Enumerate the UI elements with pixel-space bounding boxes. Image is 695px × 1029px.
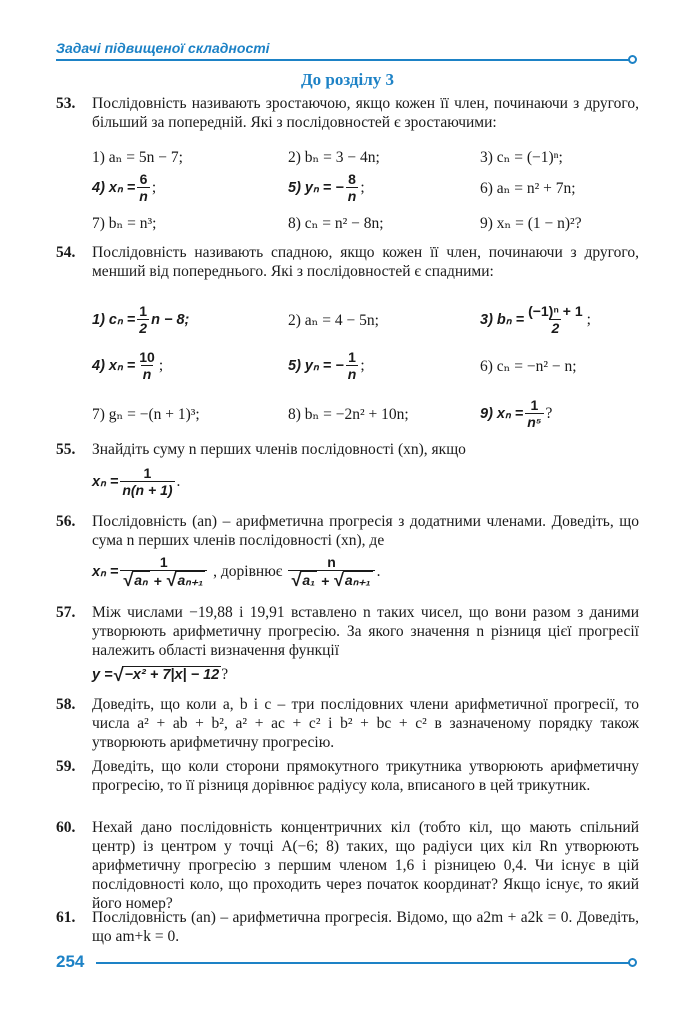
- header-rule-dot: [628, 55, 637, 64]
- problem-60: [56, 818, 639, 913]
- item-4-lhs: 4) xₙ =: [92, 180, 136, 196]
- problem-text: Послідовність називають зростаючою, якщо кожен її член, починаючи з другого, більший за попередній. Які з послідовностей є зростаючими:: [92, 95, 639, 131]
- sqrt: √ aₙ₊₁: [333, 570, 371, 590]
- problem-55-formula: xₙ = $\frac{1}{n(n + 1)}$ .: [92, 465, 181, 498]
- item-3: 3) cₙ = (−1)ⁿ;: [480, 148, 563, 166]
- item-9: 9) xₙ = $\frac{1}{\text{n⁵}}$ ?: [480, 397, 553, 430]
- problem-number: 58.: [56, 696, 76, 713]
- problem-text: Нехай дано послідовність концентричних кіл (тобто кіл, що мають спільний центр) із центром у точці A(−6; 8) таких, що радіуси цих кіл Rn утворюють арифметичну прогресію з першим членом 1,6 і різницею 0,4. Чи існує в цій послідовності коло, що проходить через початок координат? Якщо існує, то який його номер?: [92, 819, 639, 912]
- problem-57: [56, 603, 639, 660]
- problem-56-formula: xₙ = 1 √ aₙ + √ aₙ₊₁ , дорівнює n √ a₁ + √ aₙ₊₁ .: [92, 554, 381, 590]
- problem-number: 60.: [56, 819, 76, 836]
- denominator: n(n + 1): [122, 482, 173, 498]
- header-rule: [56, 59, 630, 61]
- problem-54-row-1: [92, 298, 640, 342]
- denominator: n⁵: [527, 414, 542, 430]
- item-6: 6) aₙ = n² + 7n;: [480, 179, 576, 197]
- numerator: 8: [348, 171, 356, 187]
- radicand: aₙ₊₁: [344, 572, 371, 588]
- item-8: 8) bₙ = −2n² + 10n;: [288, 405, 409, 423]
- numerator: 1: [143, 465, 152, 481]
- item-3: 3) bₙ = $\frac{\text{(−1)ⁿ + 1}}{2}$ ;: [480, 303, 591, 336]
- numerator: 10: [139, 349, 155, 365]
- numerator: n: [327, 554, 336, 570]
- item-3-lhs: 3) bₙ =: [480, 312, 525, 328]
- problem-text: Доведіть, що коли сторони прямокутного трикутника утворюють арифметичну прогресію, то її різниця дорівнює радіусу кола, вписаного в цей трикутник.: [92, 758, 639, 794]
- problem-53-row-1: [92, 145, 640, 169]
- problem-54: [56, 243, 639, 281]
- footer-rule-dot: [628, 958, 637, 967]
- problem-58: [56, 695, 639, 752]
- problem-text: Знайдіть суму n перших членів послідовності (xn), якщо: [92, 441, 466, 458]
- item-1-rhs: n − 8;: [151, 312, 190, 328]
- formula-mid-text: , дорівнює: [213, 563, 283, 580]
- page-number: 254: [56, 952, 85, 971]
- problem-59: [56, 757, 639, 795]
- numerator: 1: [139, 303, 148, 319]
- sqrt: √ −x² + 7|x| − 12: [112, 665, 220, 685]
- item-8: 8) cₙ = n² − 8n;: [288, 214, 384, 232]
- numerator: 1: [159, 554, 168, 570]
- item-4-lhs: 4) xₙ =: [92, 358, 136, 374]
- radicand: a₁: [302, 572, 316, 588]
- fraction: [346, 349, 359, 383]
- problem-number: 53.: [56, 95, 76, 112]
- problem-number: 59.: [56, 758, 76, 775]
- item-4: 4) xₙ = $\frac{6}{n}$ ;: [92, 171, 157, 204]
- sqrt: √ aₙ: [122, 570, 148, 590]
- item-7: 7) bₙ = n³;: [92, 214, 157, 232]
- denominator: n: [347, 188, 357, 204]
- formula-lhs: xₙ =: [92, 474, 119, 490]
- item-1-lhs: 1) cₙ =: [92, 312, 136, 328]
- problem-54-row-3: [92, 392, 640, 436]
- item-6: 6) cₙ = −n² − n;: [480, 357, 577, 375]
- problem-text: Послідовність називають спадною, якщо кожен її член, починаючи з другого, менший від попереднього. Які з послідовностей є спадними:: [92, 244, 639, 280]
- item-2: 2) bₙ = 3 − 4n;: [288, 148, 380, 166]
- item-5: 5) yₙ = − $\frac{1}{n}$ ;: [288, 349, 365, 382]
- problem-53-row-2: [92, 168, 640, 208]
- problem-57-formula: y = √ −x² + 7|x| − 12 ?: [92, 665, 229, 685]
- item-7: 7) gₙ = −(n + 1)³;: [92, 405, 200, 423]
- fraction: [346, 171, 359, 205]
- numerator: 6: [139, 171, 148, 187]
- item-4: 4) xₙ = $\frac{10}{n}$ ;: [92, 349, 164, 382]
- numerator: 1: [530, 397, 539, 413]
- footer-rule: [96, 962, 630, 964]
- numerator: (−1)ⁿ + 1: [528, 303, 583, 319]
- denominator: √ aₙ + √ aₙ₊₁: [120, 570, 207, 590]
- numerator: 1: [348, 349, 356, 365]
- sqrt: √ aₙ₊₁: [165, 570, 204, 590]
- problem-text: Послідовність (an) – арифметична прогресія з додатними членами. Доведіть, що сума n перших членів послідовності (xn), де: [92, 513, 639, 549]
- item-5-lhs: 5) yₙ = −: [288, 180, 344, 196]
- item-1: [92, 298, 189, 342]
- denominator: 2: [139, 320, 148, 336]
- fraction: [120, 554, 207, 590]
- item-9-lhs: 9) xₙ =: [480, 406, 524, 422]
- problem-53-row-3: [92, 210, 640, 236]
- fraction: [137, 303, 149, 337]
- fraction: [120, 465, 174, 499]
- problem-text: Послідовність (an) – арифметична прогресія. Відомо, що a2m + a2k = 0. Доведіть, що am+k = 0.: [92, 909, 639, 945]
- section-title: До розділу 3: [300, 70, 395, 89]
- problem-number: 56.: [56, 513, 76, 530]
- problem-54-row-2: [92, 344, 640, 388]
- fraction: [525, 397, 543, 431]
- formula-lhs: y =: [92, 667, 113, 683]
- denominator: n: [139, 188, 148, 204]
- fraction: [137, 349, 157, 383]
- problem-number: 57.: [56, 604, 76, 621]
- problem-number: 54.: [56, 244, 76, 261]
- problem-text: Доведіть, що коли a, b і c – три послідовних члени арифметичної прогресії, то числа a² + ab + b², a² + ac + c² і b² + bc + c² в зазначеному порядку також утворюють арифметичну прогресію.: [92, 696, 639, 751]
- problem-number: 61.: [56, 909, 76, 926]
- denominator: 2: [551, 320, 560, 336]
- formula-lhs: xₙ =: [92, 564, 119, 580]
- fraction: [526, 303, 585, 337]
- denominator: √ a₁ + √ aₙ₊₁: [288, 570, 374, 590]
- problem-number: 55.: [56, 441, 76, 458]
- sqrt: √ a₁: [290, 570, 316, 590]
- radicand: aₙ: [134, 572, 148, 588]
- item-5: 5) yₙ = − $\frac{8}{n}$ ;: [288, 171, 365, 204]
- fraction: [137, 171, 150, 205]
- radicand: aₙ₊₁: [177, 572, 204, 588]
- item-9: 9) xₙ = (1 − n)²?: [480, 214, 582, 232]
- fraction: [288, 554, 374, 590]
- problem-55: [56, 440, 639, 459]
- problem-61: [56, 908, 639, 946]
- header-title: Задачі підвищеної складності: [56, 40, 270, 56]
- problem-53: [56, 94, 639, 132]
- problem-56: [56, 512, 639, 550]
- item-1: 1) aₙ = 5n − 7;: [92, 148, 183, 166]
- item-5-lhs: 5) yₙ = −: [288, 358, 344, 374]
- item-2: 2) aₙ = 4 − 5n;: [288, 311, 379, 329]
- denominator: n: [142, 366, 152, 382]
- problem-text: Між числами −19,88 і 19,91 вставлено n таких чисел, що вони разом з даними утворюють арифметичну прогресію. За якого значення n різниця цієї прогресії належить області визначення функції: [92, 604, 639, 659]
- denominator: n: [347, 366, 357, 382]
- radicand: −x² + 7|x| − 12: [124, 667, 220, 683]
